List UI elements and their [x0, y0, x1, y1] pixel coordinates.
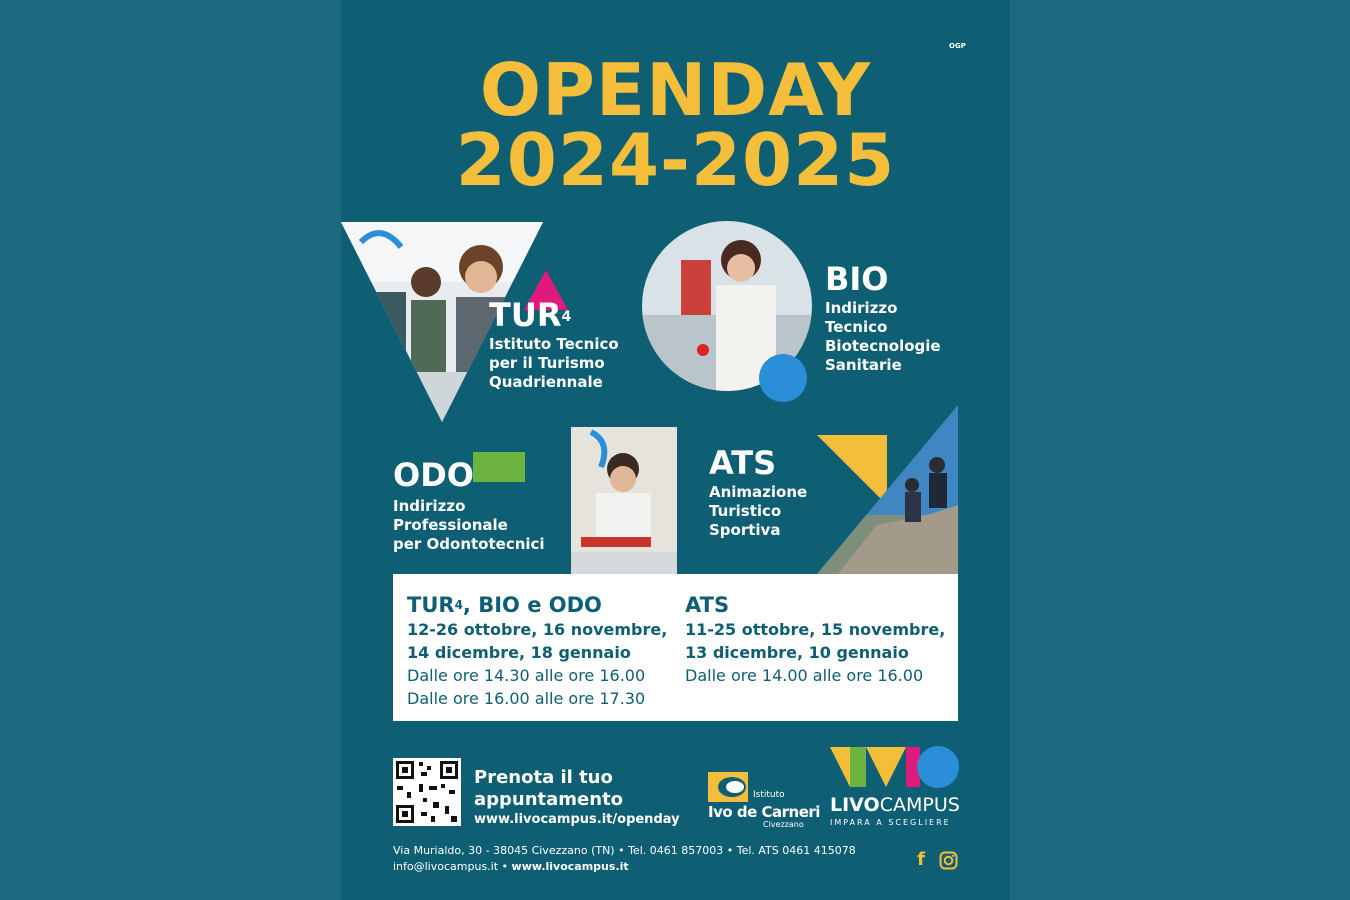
odo-title: ODO — [393, 456, 474, 494]
facebook-icon[interactable]: f — [917, 849, 925, 870]
ats-description: Animazione Turistico Sportiva — [709, 483, 808, 539]
odo-green-bar — [473, 452, 525, 482]
poster — [341, 0, 1010, 900]
schedule-right-dates-2: 13 dicembre, 10 gennaio — [685, 643, 909, 662]
schedule-right-heading: ATS — [685, 593, 730, 617]
bio-description: Indirizzo Tecnico Biotecnologie Sanitarie — [825, 299, 941, 374]
ivo-de-carneri-emblem — [708, 770, 750, 804]
footer-address: Via Murialdo, 30 - 38045 Civezzano (TN) • Tel. 0461 857003 • Tel. ATS 0461 415078 — [393, 844, 856, 857]
schedule-left-heading: TUR$^4$, BIO e ODO — [407, 593, 602, 617]
odo-description: Indirizzo Professionale per Odontotecnici — [393, 497, 545, 553]
footer-email[interactable]: info@livocampus.it — [393, 860, 499, 873]
bio-title: BIO — [825, 260, 889, 298]
ivo-de-carneri-logo: Istituto Ivo de Carneri Civezzano — [708, 770, 828, 830]
booking-text: Prenota il tuo appuntamento — [474, 767, 624, 810]
schedule-right-dates-1: 11-25 ottobre, 15 novembre, — [685, 620, 946, 639]
schedule-right-time-1: Dalle ore 14.00 alle ore 16.00 — [685, 666, 924, 685]
schedule-right — [685, 592, 945, 687]
livo-campus-tagline: IMPARA A SCEGLIERE — [830, 818, 951, 827]
tur-title: TUR$^4$ — [489, 296, 572, 334]
footer-contacts: info@livocampus.it • www.livocampus.it — [393, 860, 629, 873]
schedule-left-time-1: Dalle ore 14.30 alle ore 16.00 — [407, 666, 646, 685]
schedule-left-dates-2: 14 dicembre, 18 gennaio — [407, 643, 631, 662]
ats-title: ATS — [709, 444, 777, 482]
odo-photo — [571, 427, 677, 574]
livo-campus-wordmark: LIVOCAMPUS — [830, 794, 960, 816]
footer-website[interactable]: www.livocampus.it — [511, 860, 629, 873]
schedule-box — [393, 574, 958, 721]
livo-campus-emblem — [830, 742, 960, 792]
ats-photo — [817, 405, 959, 575]
schedule-left-time-2: Dalle ore 16.00 alle ore 17.30 — [407, 689, 646, 708]
page-title: OPENDAY — [479, 48, 872, 132]
schedule-left-dates-1: 12-26 ottobre, 16 novembre, — [407, 620, 668, 639]
page-subtitle-years: 2024-2025 — [455, 118, 896, 202]
schedule-left — [407, 592, 667, 710]
booking-link[interactable]: www.livocampus.it/openday — [474, 812, 680, 827]
instagram-icon[interactable] — [939, 851, 958, 870]
tur-description: Istituto Tecnico per il Turismo Quadriennale — [489, 335, 619, 391]
bio-photo — [641, 220, 816, 405]
ogp-mark: OGP — [949, 42, 966, 50]
qr-code[interactable] — [393, 758, 461, 826]
